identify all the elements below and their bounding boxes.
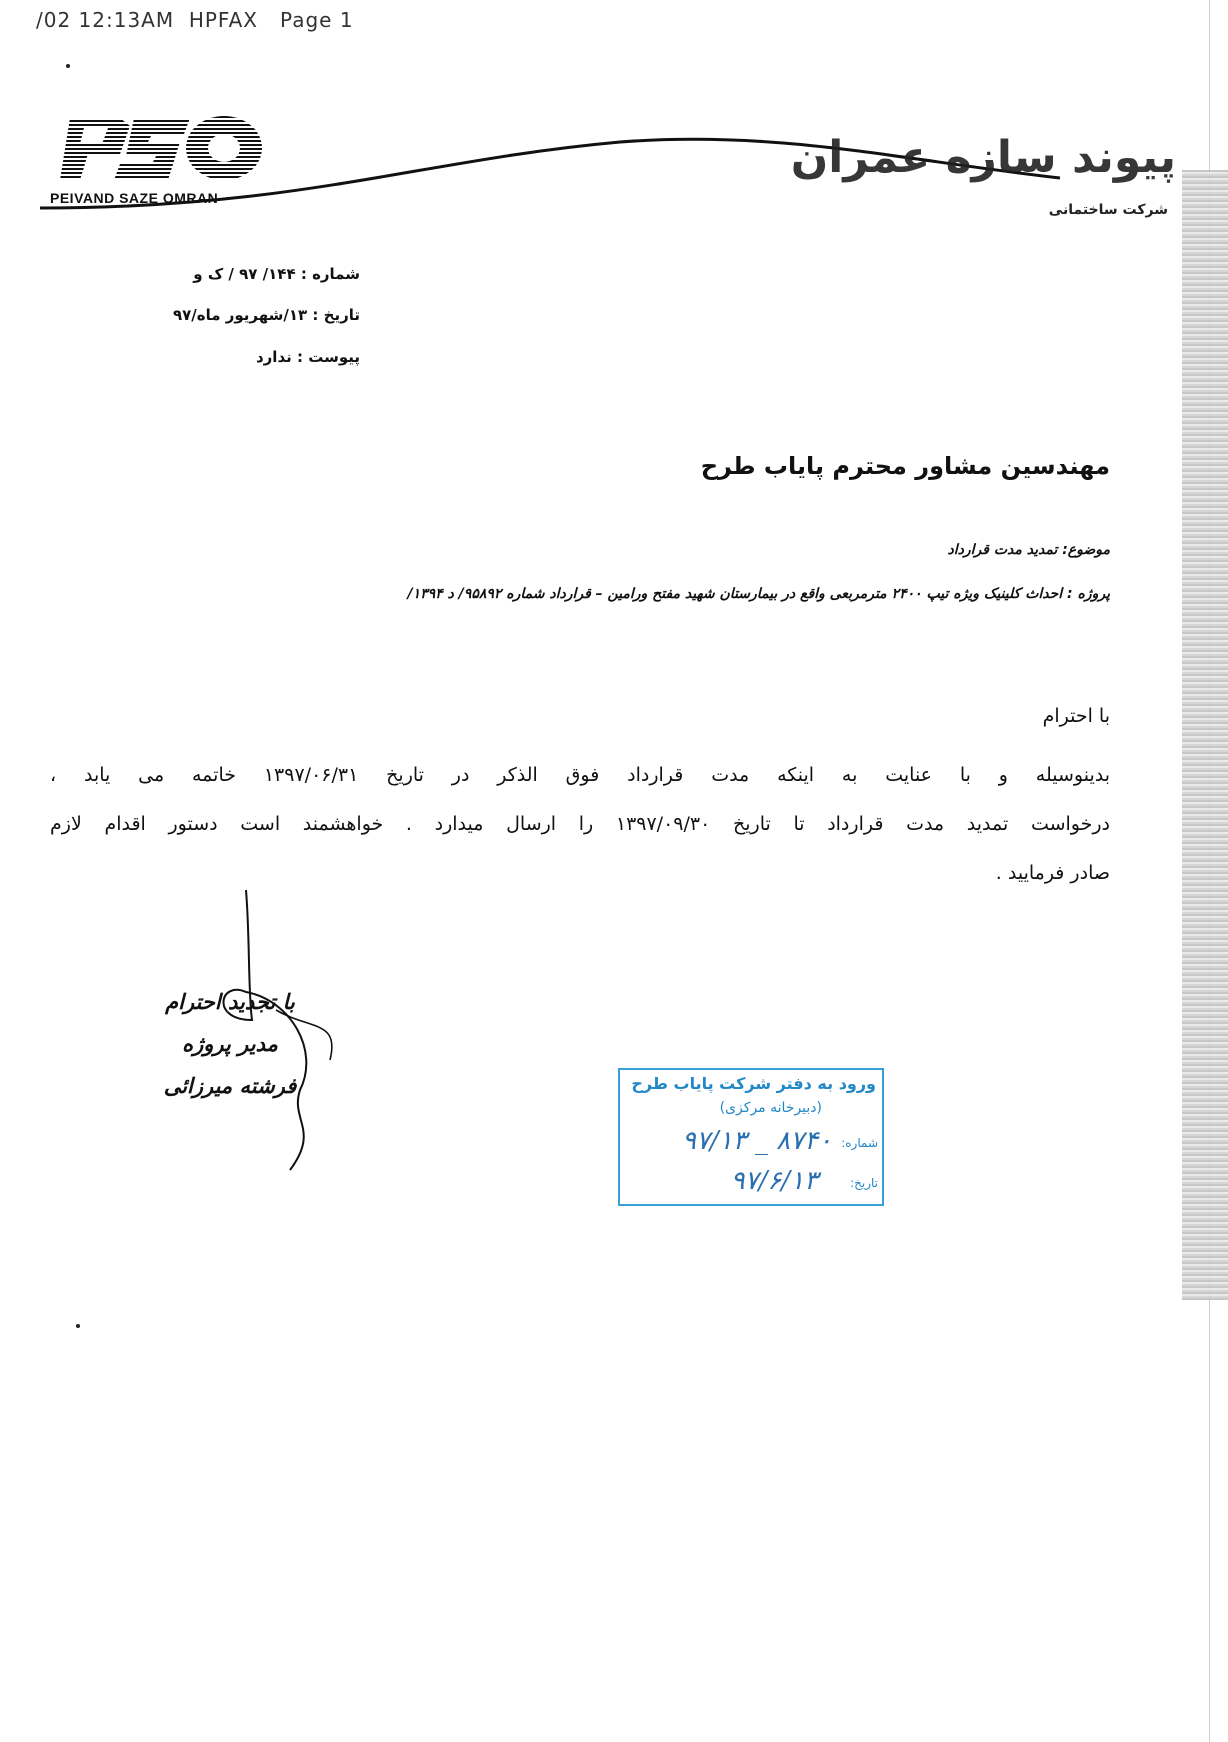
scan-edge-shadow [1182, 170, 1228, 1300]
project-line: پروژه : احداث کلینیک ویژه تیپ ۲۴۰۰ مترمربعی واقع در بیمارستان شهید مفتح ورامین – قرارداد شماره ۹۵۸۹۲/ د ۱۳۹۴/ [407, 586, 1110, 602]
stamp-number-value: ۸۷۴۰ _ ۹۷/۱۳ [681, 1126, 832, 1156]
recipient: مهندسین مشاور محترم پایاب طرح [700, 452, 1110, 480]
stamp-number-label: شماره: [841, 1136, 878, 1150]
letter-number-value: ۱۴۴/ ۹۷ / ک و [193, 265, 296, 283]
signature-block [130, 990, 330, 1116]
greeting: با احترام [1042, 705, 1110, 727]
body-paragraph-line-1: بدینوسیله و با عنایت به اینکه مدت قرارداد فوق الذکر در تاریخ ۱۳۹۷/۰۶/۳۱ خاتمه می یابد ، [50, 764, 1111, 786]
letter-date-value: ۱۳/شهریور ماه/۹۷ [172, 306, 308, 324]
scan-speck [76, 1324, 80, 1328]
stamp-subtitle: (دبیرخانه مرکزی) [719, 1100, 822, 1116]
fax-header: /02 12:13AM HPFAX Page 1 [36, 8, 354, 32]
signer-title: مدیر پروژه [182, 1032, 278, 1056]
body-paragraph-line-2: درخواست تمدید مدت قرارداد تا تاریخ ۱۳۹۷/۰۹/۳۰ را ارسال میدارد . خواهشمند است دستور اقدام لازم [50, 813, 1110, 835]
subject-line: موضوع: تمدید مدت قرارداد [947, 542, 1110, 558]
company-wordmark: پیوند سازه عمران [790, 132, 1176, 183]
stamp-date-label: تاریخ: [850, 1176, 878, 1190]
letter-attachment [100, 348, 360, 366]
stamp-date-value: ۹۷/۶/۱۳ [730, 1166, 818, 1196]
letter-number-label: شماره : [300, 265, 360, 283]
letter-date-label: تاریخ : [312, 306, 360, 324]
letter-date [100, 306, 360, 324]
closing-phrase: با تجدید احترام [165, 990, 295, 1014]
letter-number [100, 265, 360, 283]
stamp-title: ورود به دفتر شرکت پایاب طرح [631, 1074, 876, 1093]
scan-speck [66, 64, 70, 68]
receipt-stamp [618, 1068, 884, 1206]
logo-caption: PEIVAND SAZE OMRAN [50, 190, 219, 206]
letter-attachment-value: ندارد [255, 348, 292, 366]
letter-attachment-label: پیوست : [296, 348, 360, 366]
signer-name: فرشته میرزائی [163, 1074, 297, 1098]
body-paragraph-line-3: صادر فرمایید . [995, 862, 1110, 884]
company-subtitle: شرکت ساختمانی [1048, 202, 1168, 218]
